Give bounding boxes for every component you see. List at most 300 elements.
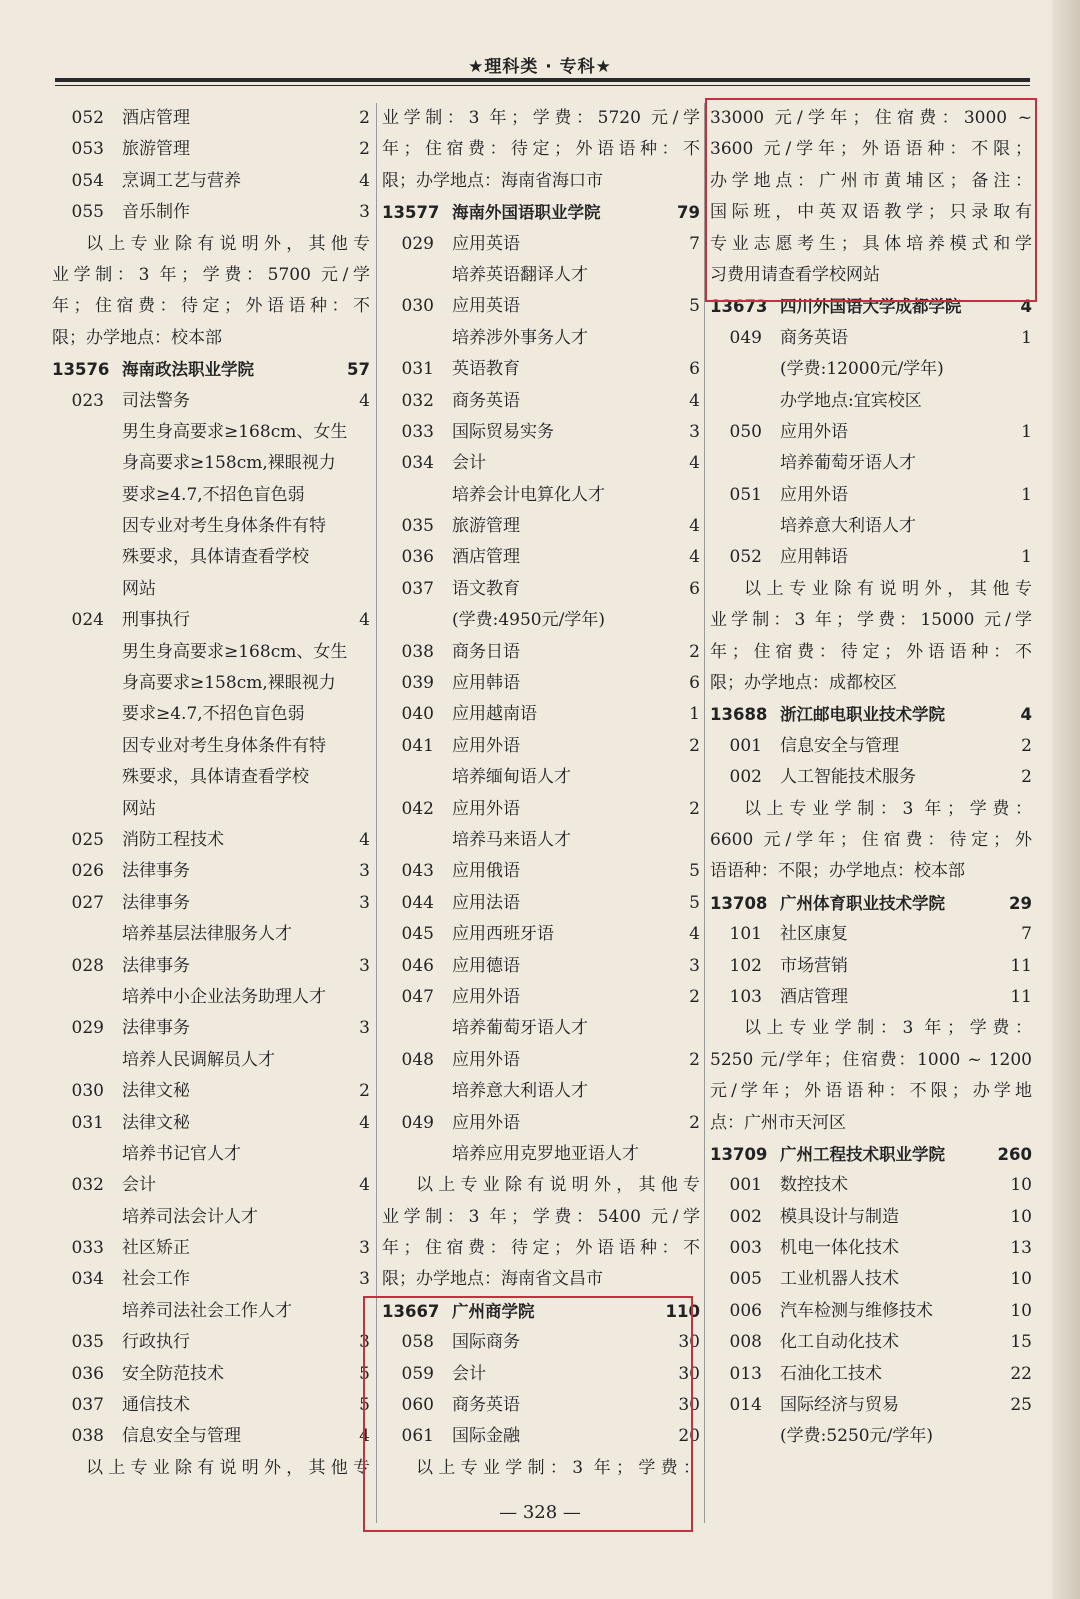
major-row [382,888,700,919]
major-code: 037 [401,578,434,599]
major-row [710,1264,1032,1295]
major-note: 培养葡萄牙语人才 [780,453,916,474]
school-name: 四川外国语大学成都学院 [780,297,962,317]
major-code: 029 [401,233,434,254]
major-row [52,1076,370,1107]
major-quota: 5 [359,1363,370,1384]
major-name: 法律事务 [122,955,190,976]
major-quota: 11 [1010,955,1032,976]
major-name: 化工自动化技术 [780,1332,899,1353]
major-code: 058 [401,1332,434,1353]
major-name: 法律文秘 [122,1081,190,1102]
major-note: (学费:12000元/学年) [780,359,944,380]
major-row [382,637,700,668]
major-name: 应用德语 [452,955,520,976]
major-code: 001 [729,735,762,756]
major-code: 044 [401,892,434,913]
major-quota: 4 [359,610,370,631]
major-quota: 2 [689,1112,700,1133]
major-note: 身高要求≥158cm,裸眼视力 [122,673,336,694]
major-row [382,386,700,417]
major-name: 应用西班牙语 [452,924,554,945]
major-name: 国际经济与贸易 [780,1395,899,1416]
note-paragraph-line: 限；办学地点：校本部 [52,327,222,348]
major-code: 052 [71,108,104,128]
major-code: 034 [401,453,434,474]
major-row [52,1013,370,1044]
major-code: 049 [729,327,762,348]
major-quota: 4 [689,924,700,945]
major-quota: 3 [359,202,370,223]
major-code: 038 [71,1426,104,1447]
major-name: 安全防范技术 [122,1363,224,1384]
major-quota: 3 [689,955,700,976]
major-code: 040 [401,704,434,725]
note-paragraph-line: 业学制：3 年；学费：5700 元/学 [52,264,370,285]
major-note: 男生身高要求≥168cm、女生 [122,641,348,662]
major-code: 041 [401,735,434,756]
major-code: 102 [729,955,762,976]
major-code: 039 [401,673,434,694]
school-quota: 29 [1009,893,1032,913]
major-row [382,1108,700,1139]
school-code: 13577 [382,203,440,223]
major-quota: 3 [359,1269,370,1290]
major-code: 051 [729,484,762,505]
major-name: 应用外语 [452,1112,520,1133]
major-code: 002 [729,1206,762,1227]
major-code: 046 [401,955,434,976]
major-row [382,542,700,573]
school-code: 13667 [382,1301,440,1321]
major-quota: 25 [1010,1395,1032,1416]
major-row [52,825,370,856]
major-name: 汽车检测与维修技术 [780,1300,933,1321]
major-note: 网站 [122,578,156,599]
major-name: 应用外语 [780,421,848,442]
major-name: 应用韩语 [452,673,520,694]
major-name: 信息安全与管理 [122,1426,241,1447]
note-paragraph-line: 年；住宿费：待定；外语语种：不 [382,139,700,160]
major-quota: 1 [689,704,700,725]
major-code: 038 [401,641,434,662]
major-row [382,291,700,322]
major-row [382,511,700,542]
major-note: 培养基层法律服务人才 [122,924,292,945]
major-name: 应用外语 [452,735,520,756]
major-code: 034 [71,1269,104,1290]
note-paragraph-line: 以上专业学制：3 年；学费： [744,1018,1032,1039]
major-name: 应用英语 [452,296,520,317]
note-paragraph-line: 33000 元/学年；住宿费：3000 ~ [710,108,1032,128]
major-code: 059 [401,1363,434,1384]
major-quota: 6 [689,578,700,599]
major-code: 023 [71,390,104,411]
school-quota: 57 [347,360,370,380]
page-number: — 328 — [499,1502,581,1523]
note-paragraph-line: 以上专业学制：3 年；学费： [416,1457,700,1478]
major-note: 培养司法社会工作人才 [122,1300,292,1321]
major-name: 国际贸易实务 [452,421,554,442]
major-row [52,197,370,228]
major-code: 013 [729,1363,762,1384]
major-note: 培养葡萄牙语人才 [452,1018,588,1039]
major-quota: 30 [678,1363,700,1384]
major-name: 国际商务 [452,1332,520,1353]
major-name: 会计 [122,1175,156,1196]
major-code: 027 [71,892,104,913]
major-code: 008 [729,1332,762,1353]
school-code: 13576 [52,360,110,380]
major-name: 商务英语 [452,390,520,411]
major-quota: 5 [359,1395,370,1416]
major-name: 信息安全与管理 [780,735,899,756]
major-row [382,417,700,448]
major-row [52,605,370,636]
major-quota: 10 [1010,1300,1032,1321]
major-code: 049 [401,1112,434,1133]
major-row [710,951,1032,982]
major-code: 052 [729,547,762,568]
major-note: 培养人民调解员人才 [122,1049,275,1070]
note-paragraph-line: 点：广州市天河区 [710,1112,846,1133]
major-row [52,1327,370,1358]
major-name: 应用外语 [452,986,520,1007]
major-code: 103 [729,986,762,1007]
major-name: 应用外语 [452,1049,520,1070]
column-divider [704,103,705,1523]
major-row [710,1327,1032,1358]
major-quota: 6 [689,673,700,694]
major-row [52,1421,370,1452]
note-paragraph-line: 5250 元/学年；住宿费：1000 ~ 1200 [710,1049,1032,1070]
major-name: 石油化工技术 [780,1363,882,1384]
major-quota: 20 [678,1426,700,1447]
major-quota: 4 [359,829,370,850]
major-quota: 30 [678,1395,700,1416]
major-note: 要求≥4.7,不招色盲色弱 [122,484,305,505]
major-quota: 2 [1021,735,1032,756]
school-name: 海南政法职业学院 [122,360,254,380]
school-code: 13688 [710,705,768,725]
school-code: 13709 [710,1144,768,1164]
major-code: 031 [71,1112,104,1133]
major-code: 032 [401,390,434,411]
major-quota: 5 [689,892,700,913]
highlight-box-guangzhou-business-notes [705,98,1037,302]
major-name: 酒店管理 [452,547,520,568]
major-code: 048 [401,1049,434,1070]
major-name: 应用法语 [452,892,520,913]
major-code: 030 [401,296,434,317]
major-row [52,134,370,165]
major-row [710,1296,1032,1327]
major-code: 002 [729,767,762,788]
major-row [52,1359,370,1390]
major-row [52,386,370,417]
major-name: 工业机器人技术 [780,1269,899,1290]
major-row [710,919,1032,950]
major-row [382,668,700,699]
major-note: 培养应用克罗地亚语人才 [452,1143,639,1164]
school-heading [710,888,1032,919]
major-code: 005 [729,1269,762,1290]
major-code: 043 [401,861,434,882]
major-name: 数控技术 [780,1175,848,1196]
major-name: 模具设计与制造 [780,1206,899,1227]
major-quota: 3 [359,861,370,882]
major-quota: 1 [1021,484,1032,505]
school-name: 广州工程技术职业学院 [780,1144,945,1164]
major-name: 法律文秘 [122,1112,190,1133]
major-name: 语文教育 [452,578,520,599]
major-row [382,699,700,730]
major-code: 028 [71,955,104,976]
scan-page-edge [1052,0,1080,1599]
major-quota: 4 [689,390,700,411]
major-code: 026 [71,861,104,882]
note-paragraph-line: 以上专业除有说明外，其他专 [86,233,370,254]
major-code: 061 [401,1426,434,1447]
major-quota: 22 [1010,1363,1032,1384]
major-note: 殊要求，具体请查看学校 [122,767,309,788]
major-row [710,542,1032,573]
major-row [52,1108,370,1139]
note-paragraph-line: 年；住宿费：待定；外语语种：不 [52,296,370,317]
major-quota: 4 [359,1175,370,1196]
note-paragraph-line: 年；住宿费：待定；外语语种：不 [710,641,1032,662]
major-note: 培养意大利语人才 [780,516,916,537]
note-paragraph-line: 以上专业除有说明外，其他专 [744,578,1032,599]
major-row [382,919,700,950]
note-paragraph-line: 限；办学地点：成都校区 [710,673,897,694]
major-code: 050 [729,421,762,442]
major-name: 社区康复 [780,924,848,945]
major-quota: 10 [1010,1269,1032,1290]
major-quota: 2 [359,108,370,128]
major-code: 055 [71,202,104,223]
major-note: 培养会计电算化人才 [452,484,605,505]
header-rule-thin [55,85,1030,86]
major-name: 会计 [452,453,486,474]
major-row [52,1264,370,1295]
major-quota: 10 [1010,1206,1032,1227]
major-row [52,166,370,197]
major-name: 商务英语 [780,327,848,348]
major-quota: 13 [1010,1238,1032,1259]
major-name: 应用外语 [780,484,848,505]
note-paragraph-line: 以上专业学制：3 年；学费： [744,798,1032,819]
note-paragraph-line: 3600 元/学年；外语语种：不限； [710,139,1032,160]
major-quota: 2 [1021,767,1032,788]
major-name: 商务日语 [452,641,520,662]
major-note: 因专业对考生身体条件有特 [122,735,326,756]
major-note: 网站 [122,798,156,819]
major-code: 060 [401,1395,434,1416]
major-note: 培养英语翻译人才 [452,264,588,285]
major-row [52,1233,370,1264]
major-row [52,1170,370,1201]
major-row [52,856,370,887]
major-name: 通信技术 [122,1395,190,1416]
school-name: 海南外国语职业学院 [452,203,601,223]
major-quota: 3 [689,421,700,442]
major-name: 社区矫正 [122,1238,190,1259]
major-note: 培养马来语人才 [452,829,571,850]
major-quota: 7 [1021,924,1032,945]
major-name: 音乐制作 [122,202,190,223]
major-row [52,103,370,134]
major-name: 法律事务 [122,892,190,913]
school-code: 13673 [710,297,768,317]
major-quota: 7 [689,233,700,254]
school-heading [710,1139,1032,1170]
note-paragraph-line: 办学地点：广州市黄埔区；备注： [710,170,1032,191]
major-row [382,731,700,762]
major-quota: 2 [359,139,370,160]
major-row [710,1202,1032,1233]
school-quota: 260 [997,1144,1032,1164]
note-paragraph-line: 国际班，中英双语教学；只录取有 [710,202,1032,223]
major-row [382,354,700,385]
major-note: 办学地点:宜宾校区 [780,390,922,411]
major-note: 殊要求，具体请查看学校 [122,547,309,568]
major-name: 旅游管理 [452,516,520,537]
major-note: 身高要求≥158cm,裸眼视力 [122,453,336,474]
major-quota: 2 [359,1081,370,1102]
school-heading [382,197,700,228]
major-quota: 15 [1010,1332,1032,1353]
major-row [382,951,700,982]
major-name: 商务英语 [452,1395,520,1416]
school-name: 浙江邮电职业技术学院 [780,705,945,725]
major-row [710,982,1032,1013]
major-row [710,323,1032,354]
major-name: 社会工作 [122,1269,190,1290]
major-code: 053 [71,139,104,160]
major-note: 培养中小企业法务助理人才 [122,986,326,1007]
major-note: 要求≥4.7,不招色盲色弱 [122,704,305,725]
major-quota: 4 [689,453,700,474]
major-code: 003 [729,1238,762,1259]
major-name: 国际金融 [452,1426,520,1447]
note-paragraph-line: 限；办学地点：海南省文昌市 [382,1269,603,1290]
major-quota: 10 [1010,1175,1032,1196]
column-middle [382,103,700,1484]
highlight-box-guangzhou-business-school [363,1296,693,1532]
major-name: 消防工程技术 [122,829,224,850]
major-code: 054 [71,170,104,191]
major-quota: 5 [689,861,700,882]
major-code: 033 [71,1238,104,1259]
major-note: (学费:4950元/学年) [452,610,605,631]
major-row [710,1359,1032,1390]
major-code: 037 [71,1395,104,1416]
major-name: 市场营销 [780,955,848,976]
major-name: 酒店管理 [780,986,848,1007]
major-row [710,1390,1032,1421]
major-name: 人工智能技术服务 [780,767,916,788]
major-quota: 3 [359,955,370,976]
major-row [710,417,1032,448]
note-paragraph-line: 限；办学地点：海南省海口市 [382,170,603,191]
major-quota: 1 [1021,547,1032,568]
major-name: 酒店管理 [122,108,190,128]
major-quota: 4 [359,1426,370,1447]
major-code: 029 [71,1018,104,1039]
major-code: 045 [401,924,434,945]
major-quota: 30 [678,1332,700,1353]
note-paragraph-line: 业学制：3 年；学费：5720 元/学 [382,108,700,128]
major-code: 030 [71,1081,104,1102]
school-code: 13708 [710,893,768,913]
major-note: 培养缅甸语人才 [452,767,571,788]
major-name: 旅游管理 [122,139,190,160]
major-row [382,794,700,825]
major-name: 司法警务 [122,390,190,411]
major-quota: 4 [359,390,370,411]
major-quota: 1 [1021,327,1032,348]
major-note: 培养涉外事务人才 [452,327,588,348]
major-note: (学费:5250元/学年) [780,1426,933,1447]
page-header: ★理科类 · 专科★ [468,57,612,77]
major-quota: 3 [359,1018,370,1039]
major-row [710,480,1032,511]
major-name: 法律事务 [122,861,190,882]
major-name: 烹调工艺与营养 [122,170,241,191]
note-paragraph-line: 年；住宿费：待定；外语语种：不 [382,1238,700,1259]
major-quota: 5 [689,296,700,317]
major-code: 006 [729,1300,762,1321]
major-row [710,1170,1032,1201]
major-name: 英语教育 [452,359,520,380]
note-paragraph-line: 业学制：3 年；学费：5400 元/学 [382,1206,700,1227]
major-row [710,1233,1032,1264]
major-row [52,1390,370,1421]
major-quota: 2 [689,1049,700,1070]
major-name: 机电一体化技术 [780,1238,899,1259]
note-paragraph-line: 专业志愿考生；具体培养模式和学 [710,233,1032,254]
major-name: 应用外语 [452,798,520,819]
major-note: 因专业对考生身体条件有特 [122,516,326,537]
major-code: 036 [71,1363,104,1384]
major-name: 应用越南语 [452,704,537,725]
major-quota: 2 [689,735,700,756]
major-name: 法律事务 [122,1018,190,1039]
major-code: 014 [729,1395,762,1416]
school-quota: 110 [665,1301,700,1321]
major-code: 025 [71,829,104,850]
note-paragraph-line: 6600 元/学年；住宿费：待定；外 [710,829,1032,850]
major-code: 047 [401,986,434,1007]
major-code: 035 [401,516,434,537]
major-code: 036 [401,547,434,568]
school-name: 广州体育职业技术学院 [780,893,945,913]
major-code: 032 [71,1175,104,1196]
major-quota: 1 [1021,421,1032,442]
note-paragraph-line: 元/学年；外语语种：不限；办学地 [710,1081,1032,1102]
school-quota: 79 [677,203,700,223]
major-quota: 4 [689,547,700,568]
major-quota: 4 [689,516,700,537]
major-name: 行政执行 [122,1332,190,1353]
major-quota: 3 [359,892,370,913]
major-row [52,888,370,919]
major-row [52,951,370,982]
major-name: 应用俄语 [452,861,520,882]
major-quota: 3 [359,1238,370,1259]
note-paragraph-line: 业学制：3 年；学费：15000 元/学 [710,610,1032,631]
